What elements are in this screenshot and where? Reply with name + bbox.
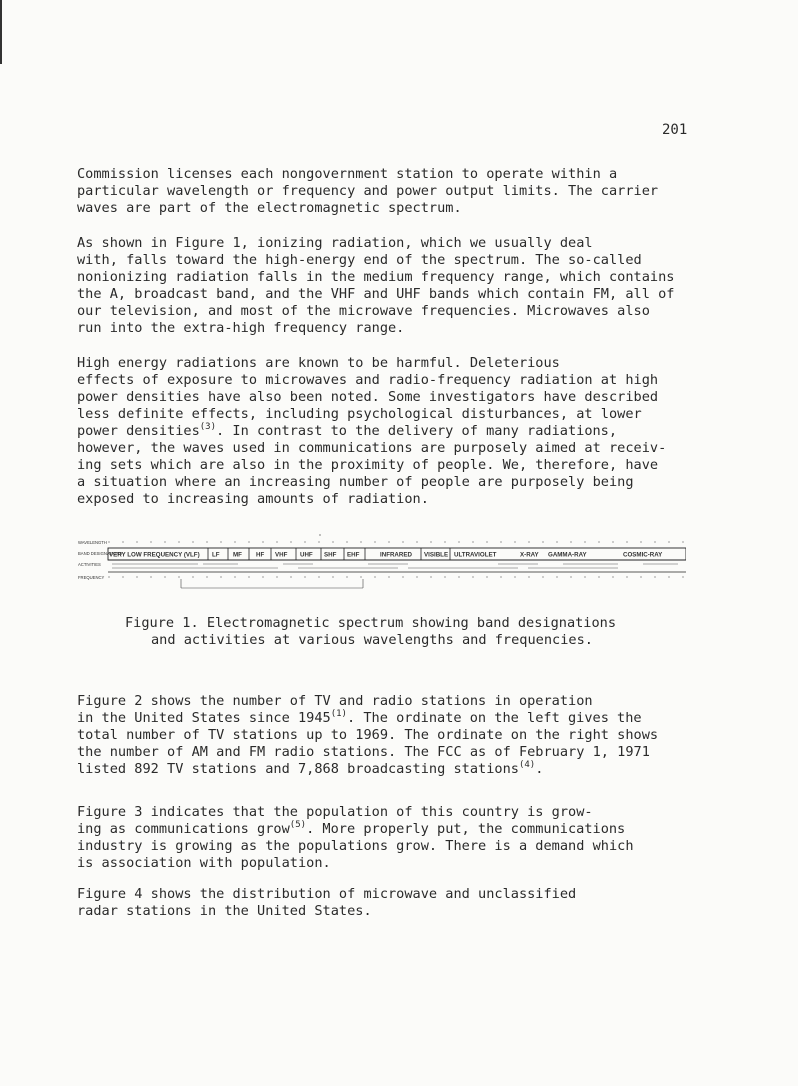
band-label-shf: SHF bbox=[324, 551, 337, 559]
row-label-wavelength: WAVELENGTH bbox=[78, 540, 107, 545]
band-label-vlf: VERY LOW FREQUENCY (VLF) bbox=[109, 551, 200, 559]
paragraph-text: Figure 3 indicates that the population of this country is grow- ing as communications grow bbox=[77, 804, 593, 837]
band-label-uhf: UHF bbox=[300, 551, 313, 559]
paragraph-high-energy-radiations bbox=[77, 355, 689, 508]
band-label-ehf: EHF bbox=[347, 551, 360, 559]
row-label-band-designations: BAND DESIGNATIONS bbox=[78, 551, 123, 556]
reference-marker: (3) bbox=[199, 422, 217, 432]
paragraph-text: Figure 2 shows the number of TV and radio stations in operation in the United States since 1945 bbox=[77, 693, 593, 726]
paragraph-ionizing-radiation: As shown in Figure 1, ionizing radiation, which we usually deal with, falls toward the high-energy end of the spectrum. The so-called nonionizing radiation falls in the medium frequency range, which contains the A, broadcast band, and the VHF and UHF bands which contain FM, all of our television, and most of the microwave frequencies. Microwaves also run into the extra-high frequency range. bbox=[77, 235, 675, 336]
reference-marker: (4) bbox=[518, 760, 536, 770]
paragraph-text: High energy radiations are known to be harmful. Deleterious effects of exposure to microwaves and radio-frequency radiation at high power densities have also been noted. Some investigators have described less definite effects, including psychological disturbances, at lower power densities bbox=[77, 355, 659, 439]
caption-line-2: and activities at various wavelengths and frequencies. bbox=[151, 632, 593, 648]
band-label-gamma-ray: GAMMA-RAY bbox=[548, 551, 587, 559]
paragraph-text: . In contrast to the delivery of many radiations, however, the waves used in communications are purposely aimed at receiv- ing sets which are also in the proximity of people. We, therefore, have a situation where an increasing number of people are purposely being exposed to increasing amounts of radiation. bbox=[77, 423, 667, 507]
band-label-visible: VISIBLE bbox=[424, 551, 449, 559]
band-label-infrared: INFRARED bbox=[380, 551, 412, 559]
reference-marker: (5) bbox=[289, 820, 307, 830]
paragraph-carrier-waves: Commission licenses each nongovernment station to operate within a particular wavelength or frequency and power output limits. The carrier waves are part of the electromagnetic spectrum. bbox=[77, 166, 659, 216]
band-label-hf: HF bbox=[256, 551, 265, 559]
band-label-lf: LF bbox=[212, 551, 220, 559]
electromagnetic-spectrum-figure bbox=[78, 534, 686, 606]
paragraph-population-growth bbox=[77, 804, 689, 872]
band-label-cosmic-ray: COSMIC-RAY bbox=[623, 551, 663, 559]
row-label-frequency: FREQUENCY bbox=[78, 575, 105, 580]
paragraph-text: . The ordinate on the left gives the total number of TV stations up to 1969. The ordinate on the right shows the number of AM and FM radio stations. The FCC as of February 1, 1971 listed 892 TV stations and 7,868 broadcasting stations bbox=[77, 710, 659, 777]
figure-caption bbox=[125, 615, 685, 649]
paragraph-tv-radio-stations bbox=[77, 693, 689, 778]
row-label-activities: ACTIVITIES bbox=[78, 562, 101, 567]
paragraph-radar-stations: Figure 4 shows the distribution of microwave and unclassified radar stations in the United States. bbox=[77, 886, 577, 919]
band-label-ultraviolet: ULTRAVIOLET bbox=[454, 551, 497, 559]
caption-line-1: Figure 1. Electromagnetic spectrum showing band designations bbox=[125, 615, 617, 631]
band-label-mf: MF bbox=[233, 551, 242, 559]
paragraph-text: . More properly put, the communications industry is growing as the populations grow. There is a demand which is association with population. bbox=[77, 821, 634, 871]
band-label-vhf: VHF bbox=[275, 551, 288, 559]
page-edge-rule bbox=[0, 0, 2, 64]
page-number: 201 bbox=[662, 122, 688, 138]
paragraph-text: . bbox=[535, 761, 544, 777]
band-label-x-ray: X-RAY bbox=[520, 551, 539, 559]
reference-marker: (1) bbox=[330, 709, 347, 719]
